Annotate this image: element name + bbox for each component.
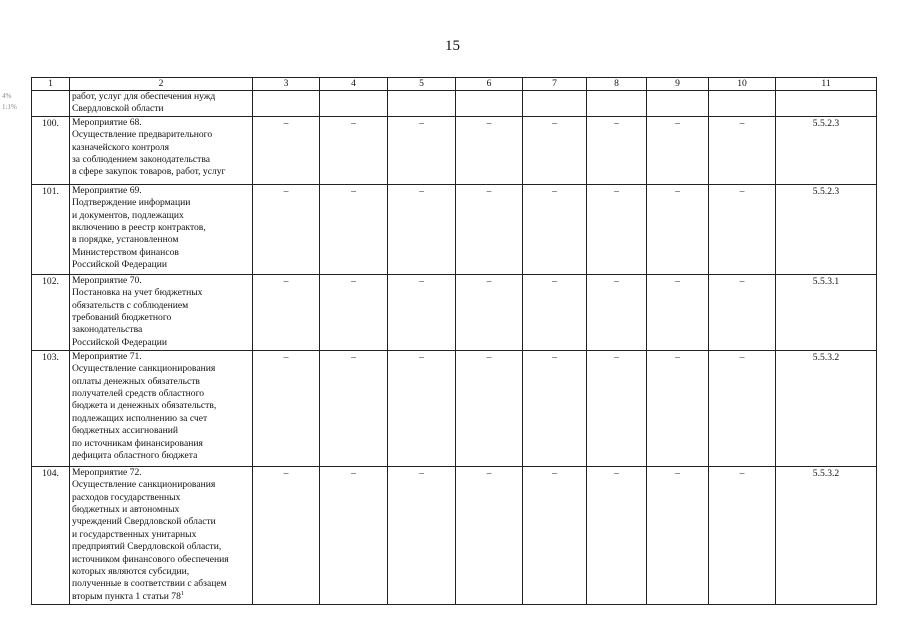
value-cell: – — [253, 116, 320, 184]
value-cell: – — [388, 184, 456, 274]
table-row — [32, 116, 877, 184]
value-cell: – — [388, 274, 456, 350]
row-number — [32, 91, 70, 117]
value-cell: – — [456, 184, 523, 274]
row-description — [70, 350, 253, 466]
target-code: 5.5.3.1 — [776, 274, 877, 350]
row-number: 100. — [32, 116, 70, 184]
value-cell: – — [456, 350, 523, 466]
column-header: 7 — [523, 78, 587, 91]
value-cell: – — [456, 274, 523, 350]
row-number: 104. — [32, 466, 70, 604]
value-cell: – — [587, 116, 647, 184]
value-cell: – — [709, 184, 776, 274]
value-cell: – — [456, 466, 523, 604]
value-cell: – — [647, 274, 709, 350]
target-code: 5.5.3.2 — [776, 466, 877, 604]
row-description — [70, 116, 253, 184]
value-cell: – — [647, 350, 709, 466]
column-header: 8 — [587, 78, 647, 91]
value-cell: – — [587, 274, 647, 350]
row-number: 102. — [32, 274, 70, 350]
value-cell: – — [647, 466, 709, 604]
row-number: 101. — [32, 184, 70, 274]
value-cell: – — [647, 116, 709, 184]
footnote-marker: 1 — [180, 590, 184, 597]
value-cell: – — [709, 466, 776, 604]
value-cell: – — [456, 116, 523, 184]
value-cell: – — [253, 466, 320, 604]
value-cell: – — [253, 350, 320, 466]
margin-mark: 1:1% — [2, 103, 17, 111]
table-row — [32, 184, 877, 274]
page-number: 15 — [445, 38, 460, 54]
table-row — [32, 466, 877, 604]
margin-mark: 4% — [2, 92, 12, 100]
column-header: 11 — [776, 78, 877, 91]
value-cell: – — [523, 184, 587, 274]
target-code: 5.5.2.3 — [776, 116, 877, 184]
row-description — [70, 184, 253, 274]
value-cell: – — [523, 350, 587, 466]
value-cell: – — [523, 274, 587, 350]
row-description-text: Мероприятие 72. Осуществление санкционирования расходов государственных бюджетных и автономных учреждений Свердловской области и государственных унитарных предприятий Свердловской области, источником финансового обеспечения которых являются субсидии, полученные в соответствии с абзацем вторым пункта 1 статьи 78 — [72, 466, 229, 602]
row-description-text: Мероприятие 68. Осуществление предварительного казначейского контроля за соблюдением законодательства в сфере закупок товаров, работ, услуг — [72, 116, 226, 178]
value-cell: – — [587, 350, 647, 466]
value-cell: – — [523, 466, 587, 604]
column-header-row — [32, 78, 877, 91]
value-cell: – — [320, 350, 388, 466]
column-header: 2 — [70, 78, 253, 91]
value-cell: – — [388, 350, 456, 466]
value-cell: – — [523, 116, 587, 184]
value-cell: – — [320, 184, 388, 274]
column-header: 3 — [253, 78, 320, 91]
table-row — [32, 274, 877, 350]
value-cell: – — [709, 350, 776, 466]
table-row-continuation — [32, 91, 877, 117]
value-cell: – — [587, 466, 647, 604]
value-cell: – — [709, 116, 776, 184]
value-cell: – — [647, 184, 709, 274]
row-description-text: Мероприятие 71. Осуществление санкционирования оплаты денежных обязательств получателей средств областного бюджета и денежных обязательств, подлежащих исполнению за счет бюджетных ассигнований по источникам финансирования дефицита областного бюджета — [72, 350, 217, 462]
row-description-text: Мероприятие 69. Подтверждение информации и документов, подлежащих включению в реестр контрактов, в порядке, установленном Министерством финансов Российской Федерации — [72, 184, 206, 271]
target-code: 5.5.2.3 — [776, 184, 877, 274]
row-description-text: Мероприятие 70. Постановка на учет бюджетных обязательств с соблюдением требований бюджетного законодательства Российской Федерации — [72, 274, 203, 348]
table-row — [32, 350, 877, 466]
value-cell: – — [388, 466, 456, 604]
column-header: 4 — [320, 78, 388, 91]
value-cell: – — [709, 274, 776, 350]
value-cell: – — [587, 184, 647, 274]
column-header: 10 — [709, 78, 776, 91]
column-header: 9 — [647, 78, 709, 91]
value-cell: – — [320, 116, 388, 184]
value-cell: – — [320, 466, 388, 604]
row-number: 103. — [32, 350, 70, 466]
measures-table — [31, 77, 877, 605]
value-cell: – — [320, 274, 388, 350]
row-description — [70, 466, 253, 604]
value-cell: – — [253, 274, 320, 350]
value-cell: – — [253, 184, 320, 274]
column-header: 6 — [456, 78, 523, 91]
target-code: 5.5.3.2 — [776, 350, 877, 466]
row-description: работ, услуг для обеспечения нужд Свердловской области — [70, 91, 253, 117]
table-body — [32, 91, 877, 605]
row-description — [70, 274, 253, 350]
column-header: 5 — [388, 78, 456, 91]
value-cell: – — [388, 116, 456, 184]
column-header: 1 — [32, 78, 70, 91]
